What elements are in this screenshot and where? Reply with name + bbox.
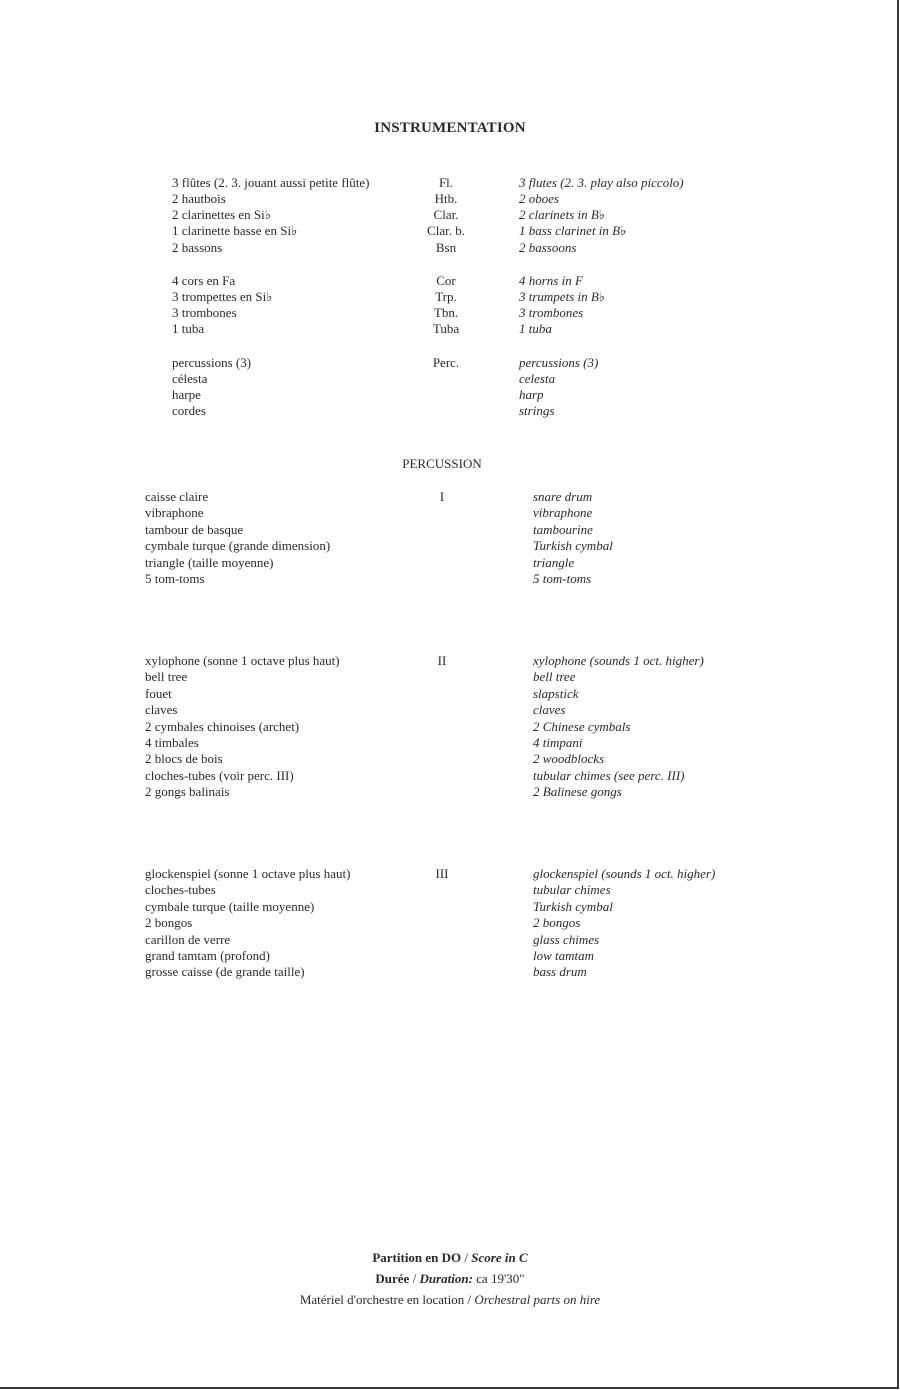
- player-label: III: [435, 866, 449, 881]
- percussion-item-fr: cloches-tubes (voir perc. III): [145, 768, 294, 783]
- percussion-item-en: 2 bongos: [533, 915, 581, 930]
- instrument-name-en: percussions (3): [519, 355, 599, 370]
- percussion-item-fr: 2 blocs de bois: [145, 751, 223, 766]
- percussion-item-fr: grand tamtam (profond): [145, 948, 270, 963]
- instrument-name-fr: 2 hautbois: [172, 191, 226, 206]
- footer-duration-line: [0, 1271, 900, 1287]
- instrument-name-fr: 1 tuba: [172, 321, 205, 336]
- percussion-item-en: 2 woodblocks: [533, 751, 605, 766]
- instrument-name-fr: 2 clarinettes en Si♭: [172, 207, 271, 222]
- instrument-name-fr: 2 bassons: [172, 240, 223, 255]
- percussion-item-fr: fouet: [145, 686, 172, 701]
- instrument-abbreviation: Perc.: [432, 355, 460, 370]
- percussion-item-en: glockenspiel (sounds 1 oct. higher): [533, 866, 716, 881]
- score-en: Score in C: [471, 1250, 528, 1265]
- percussion-item-fr: caisse claire: [145, 489, 209, 504]
- percussion-item-en: xylophone (sounds 1 oct. higher): [533, 653, 704, 668]
- footer-parts-line: [0, 1292, 900, 1308]
- percussion-item-en: low tamtam: [533, 948, 595, 963]
- percussion-item-fr: xylophone (sonne 1 octave plus haut): [145, 653, 340, 668]
- percussion-item-fr: claves: [145, 702, 178, 717]
- percussion-item-fr: glockenspiel (sonne 1 octave plus haut): [145, 866, 351, 881]
- parts-fr: Matériel d'orchestre en location: [299, 1292, 465, 1307]
- player-label: II: [437, 653, 447, 668]
- percussion-item-en: bell tree: [533, 669, 576, 684]
- instrument-name-en: 1 bass clarinet in B♭: [519, 223, 627, 238]
- percussion-item-en: slapstick: [533, 686, 579, 701]
- instrument-abbreviation: Clar. b.: [427, 223, 465, 238]
- percussion-item-fr: 2 gongs balinais: [145, 784, 230, 799]
- instrument-abbreviation: Fl.: [438, 175, 454, 190]
- percussion-item-en: 4 timpani: [533, 735, 583, 750]
- instrument-name-fr: percussions (3): [172, 355, 252, 370]
- instrument-name-fr: 3 trompettes en Si♭: [172, 289, 273, 304]
- percussion-item-fr: tambour de basque: [145, 522, 244, 537]
- instrument-abbreviation: Clar.: [433, 207, 459, 222]
- percussion-item-en: vibraphone: [533, 505, 593, 520]
- instrument-abbreviation: Tbn.: [433, 305, 459, 320]
- instrument-name-fr: célesta: [172, 371, 208, 386]
- separator: /: [461, 1250, 472, 1265]
- percussion-item-en: tambourine: [533, 522, 593, 537]
- percussion-item-fr: vibraphone: [145, 505, 204, 520]
- instrument-name-en: harp: [519, 387, 544, 402]
- instrument-name-en: 1 tuba: [519, 321, 552, 336]
- percussion-item-fr: 4 timbales: [145, 735, 199, 750]
- instrument-name-fr: harpe: [172, 387, 201, 402]
- instrument-name-en: 2 clarinets in B♭: [519, 207, 605, 222]
- instrument-name-en: strings: [519, 403, 555, 418]
- percussion-item-fr: cymbale turque (grande dimension): [145, 538, 331, 553]
- percussion-item-en: 2 Chinese cymbals: [533, 719, 631, 734]
- percussion-item-en: tubular chimes (see perc. III): [533, 768, 685, 783]
- percussion-item-en: 2 Balinese gongs: [533, 784, 622, 799]
- percussion-item-en: 5 tom-toms: [533, 571, 592, 586]
- instrument-name-en: 3 flutes (2. 3. play also piccolo): [519, 175, 684, 190]
- instrument-name-fr: cordes: [172, 403, 206, 418]
- percussion-item-fr: grosse caisse (de grande taille): [145, 964, 305, 979]
- percussion-item-fr: 2 bongos: [145, 915, 193, 930]
- separator: /: [409, 1271, 420, 1286]
- instrument-name-en: 2 bassoons: [519, 240, 577, 255]
- duration-en: Duration:: [419, 1271, 473, 1286]
- instrument-abbreviation: Trp.: [435, 289, 457, 304]
- instrument-name-en: 3 trombones: [519, 305, 584, 320]
- instrument-abbreviation: Tuba: [432, 321, 460, 336]
- instrument-name-fr: 4 cors en Fa: [172, 273, 236, 288]
- percussion-item-en: tubular chimes: [533, 882, 611, 897]
- player-label: I: [439, 489, 445, 504]
- percussion-item-fr: bell tree: [145, 669, 188, 684]
- instrument-name-en: 2 oboes: [519, 191, 560, 206]
- percussion-item-fr: 2 cymbales chinoises (archet): [145, 719, 300, 734]
- instrument-abbreviation: Cor: [436, 273, 456, 288]
- instrument-abbreviation: Htb.: [434, 191, 458, 206]
- percussion-item-en: snare drum: [533, 489, 593, 504]
- page-title: INSTRUMENTATION: [374, 120, 526, 136]
- instrument-name-en: 3 trumpets in B♭: [519, 289, 605, 304]
- percussion-item-en: glass chimes: [533, 932, 600, 947]
- duration-fr: Durée: [375, 1271, 410, 1286]
- percussion-item-en: Turkish cymbal: [533, 899, 613, 914]
- percussion-heading: PERCUSSION: [402, 456, 482, 471]
- footer-score-line: [0, 1250, 900, 1266]
- instrument-abbreviation: Bsn: [435, 240, 457, 255]
- score-fr: Partition en DO: [372, 1250, 462, 1265]
- instrument-name-en: 4 horns in F: [519, 273, 583, 288]
- percussion-item-en: triangle: [533, 555, 575, 570]
- percussion-item-en: bass drum: [533, 964, 587, 979]
- percussion-item-fr: cymbale turque (taille moyenne): [145, 899, 315, 914]
- parts-en: Orchestral parts on hire: [474, 1292, 601, 1307]
- instrument-name-en: celesta: [519, 371, 556, 386]
- percussion-item-fr: 5 tom-toms: [145, 571, 205, 586]
- percussion-item-fr: carillon de verre: [145, 932, 231, 947]
- percussion-item-en: claves: [533, 702, 566, 717]
- percussion-item-en: Turkish cymbal: [533, 538, 613, 553]
- instrument-name-fr: 3 flûtes (2. 3. jouant aussi petite flûte): [172, 175, 370, 190]
- instrument-name-fr: 1 clarinette basse en Si♭: [172, 223, 298, 238]
- percussion-item-fr: triangle (taille moyenne): [145, 555, 274, 570]
- instrument-name-fr: 3 trombones: [172, 305, 237, 320]
- percussion-item-fr: cloches-tubes: [145, 882, 216, 897]
- duration-value: ca 19'30": [476, 1271, 525, 1286]
- separator: /: [464, 1292, 475, 1307]
